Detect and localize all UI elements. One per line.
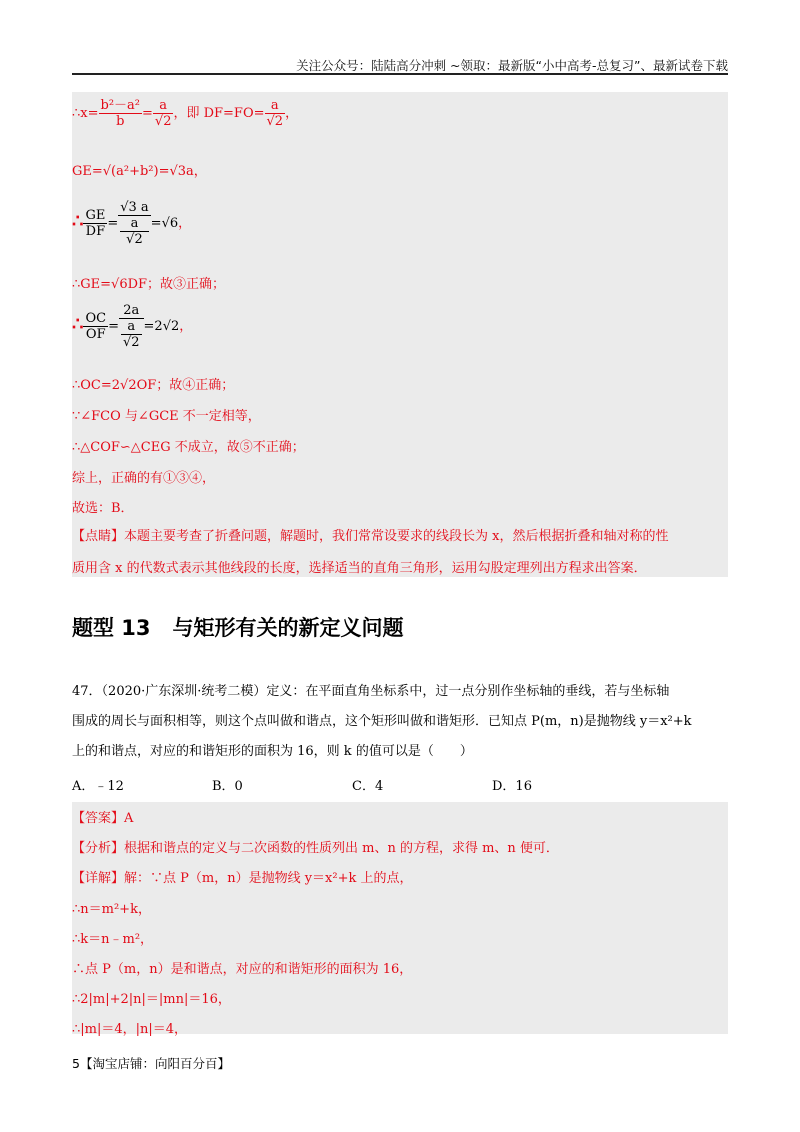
detail-line: 【详解】解：∵点 P（m，n）是抛物线 y＝x²+k 上的点， xyxy=(72,871,413,886)
solution-line-5: ∴ $\frac{OC}{OF}$ = 2a a √2 =2√2， xyxy=(72,303,193,350)
solution-line-8: ∴△COF∽△CEG 不成立，故⑤不正确； xyxy=(72,440,305,455)
comment-line-1: 【点睛】本题主要考查了折叠问题，解题时，我们常常设要求的线段长为 x，然后根据折叠和轴对称的性 xyxy=(72,529,669,544)
page-header: 关注公众号：陆陆高分冲刺 ~领取：最新版“小中高考-总复习”、最新试卷下载 xyxy=(296,58,728,73)
solution-line-10: 故选：B． xyxy=(72,501,134,516)
comment-line-2: 质用含 x 的代数式表示其他线段的长度，选择适当的直角三角形，运用勾股定理列出方程求出答案． xyxy=(72,561,647,576)
solution-line-6: ∴OC=2√2OF；故④正确； xyxy=(72,378,235,393)
solution-line-3: ∴ $\frac{GE}{DF}$ = √3 a a √2 =√6， xyxy=(72,200,192,247)
fraction: $\frac{a}{√2}$ xyxy=(154,98,172,129)
fraction: $\frac{OC}{OF}$ xyxy=(85,311,107,342)
option-d: D．16 xyxy=(492,779,532,794)
detail-step-2: ∴k＝n﹣m²， xyxy=(72,932,154,947)
analysis-line: 【分析】根据和谐点的定义与二次函数的性质列出 m、n 的方程，求得 m、n 便可． xyxy=(72,841,559,856)
detail-step-5: ∴|m|＝4，|n|＝4， xyxy=(72,1022,188,1037)
section-title: 题型 13 与矩形有关的新定义问题 xyxy=(72,616,404,640)
fraction: $\frac{a}{√2}$ xyxy=(266,98,284,129)
answer-line: 【答案】A xyxy=(72,811,134,826)
detail-step-3: ∴点 P（m，n）是和谐点，对应的和谐矩形的面积为 16， xyxy=(72,962,413,977)
option-c: C．4 xyxy=(352,779,384,794)
option-a: A．﹣12 xyxy=(72,779,124,794)
question-line-3: 上的和谐点，对应的和谐矩形的面积为 16，则 k 的值可以是（ ） xyxy=(72,744,473,759)
page-footer: 5【淘宝店铺：向阳百分百】 xyxy=(72,1056,230,1071)
compound-fraction: 2a a √2 xyxy=(119,303,144,350)
question-line-1: 47．（2020·广东深圳·统考二模）定义：在平面直角坐标系中，过一点分别作坐标轴的垂线，若与坐标轴 xyxy=(72,684,670,699)
solution-line-1: ∴x= $\frac{\text{b²－a²}}{b}$ = $\frac{a}{√2}$ ，即 DF=FO= $\frac{a}{√2}$ ， xyxy=(72,98,299,129)
question-line-2: 围成的周长与面积相等，则这个点叫做和谐点，这个矩形叫做和谐矩形．已知点 P(m，n)是抛物线 y＝x²+k xyxy=(72,714,692,729)
solution-line-4: ∴GE=√6DF；故③正确； xyxy=(72,277,226,292)
fraction: $\frac{\text{b²－a²}}{b}$ xyxy=(100,98,140,129)
solution-line-7: ∵∠FCO 与∠GCE 不一定相等， xyxy=(72,409,261,424)
solution-line-9: 综上，正确的有①③④， xyxy=(72,471,216,486)
option-b: B．0 xyxy=(212,779,243,794)
compound-fraction: √3 a a √2 xyxy=(120,200,149,247)
detail-step-1: ∴n＝m²+k， xyxy=(72,902,151,917)
header-divider xyxy=(72,73,728,75)
detail-step-4: ∴2|m|+2|n|＝|mn|＝16， xyxy=(72,992,231,1007)
solution-line-2: GE=√(a²+b²)=√3a， xyxy=(72,164,207,179)
fraction: $\frac{GE}{DF}$ xyxy=(85,208,106,239)
